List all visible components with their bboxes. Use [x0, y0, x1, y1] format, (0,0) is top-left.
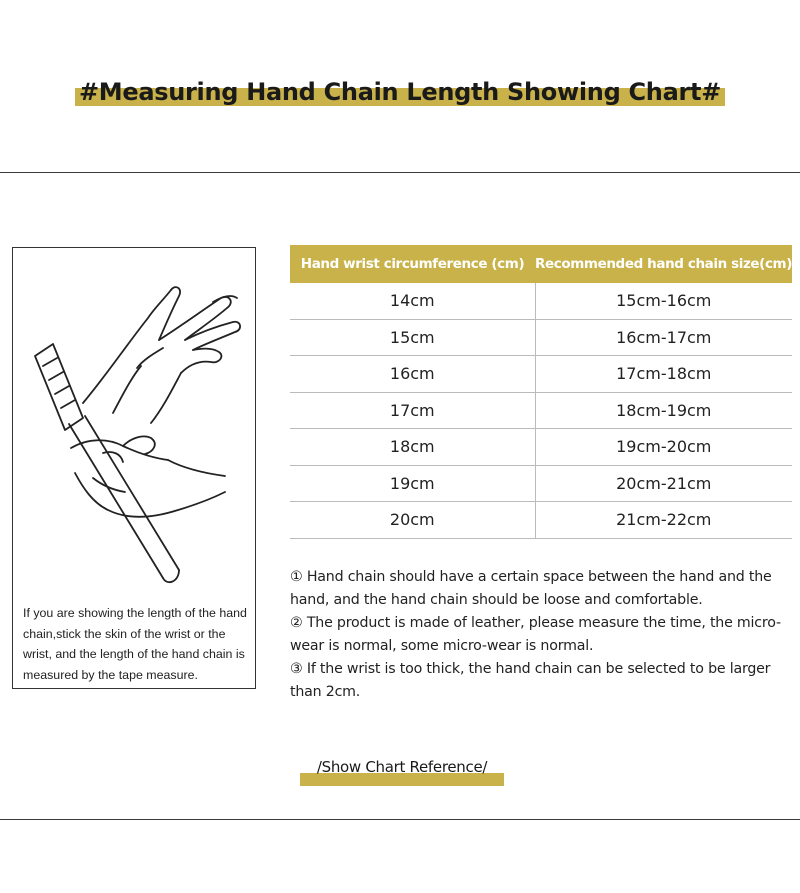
note-item-1: ① Hand chain should have a certain space between the hand and the hand, and the hand chain should be loose and comfortable. [290, 569, 772, 608]
bottom-divider [0, 819, 800, 820]
wrist-cell: 15cm [290, 319, 535, 356]
size-cell: 16cm-17cm [535, 319, 792, 356]
wrist-cell: 20cm [290, 502, 535, 539]
header-wrist-circumference: Hand wrist circumference (cm) [290, 245, 535, 283]
page-title: #Measuring Hand Chain Length Showing Chart# [75, 78, 725, 106]
reference-container [300, 757, 504, 776]
size-cell: 17cm-18cm [535, 356, 792, 393]
notes-section [290, 566, 790, 704]
table-header-row [290, 245, 792, 283]
table-row [290, 319, 792, 356]
table-row [290, 429, 792, 466]
size-cell: 15cm-16cm [535, 283, 792, 319]
note-item-2: ② The product is made of leather, please measure the time, the micro-wear is normal, some micro-wear is normal. [290, 615, 781, 654]
table-row [290, 356, 792, 393]
table-row [290, 283, 792, 319]
table-row [290, 392, 792, 429]
illustration-box [12, 247, 256, 689]
top-divider [0, 172, 800, 173]
size-table [290, 245, 792, 539]
size-cell: 19cm-20cm [535, 429, 792, 466]
wrist-cell: 14cm [290, 283, 535, 319]
hand-measuring-illustration [13, 248, 257, 598]
show-chart-reference-label: /Show Chart Reference/ [316, 758, 488, 776]
table-row [290, 465, 792, 502]
wrist-cell: 17cm [290, 392, 535, 429]
wrist-cell: 19cm [290, 465, 535, 502]
size-cell: 21cm-22cm [535, 502, 792, 539]
wrist-cell: 16cm [290, 356, 535, 393]
note-item-3: ③ If the wrist is too thick, the hand chain can be selected to be larger than 2cm. [290, 661, 771, 700]
illustration-caption: If you are showing the length of the hand chain,stick the skin of the wrist or the wrist, and the length of the hand chain is measured by the tape measure. [23, 606, 247, 682]
table-row [290, 502, 792, 539]
header-recommended-size: Recommended hand chain size(cm) [535, 245, 792, 283]
wrist-cell: 18cm [290, 429, 535, 466]
size-cell: 20cm-21cm [535, 465, 792, 502]
size-cell: 18cm-19cm [535, 392, 792, 429]
title-container [0, 78, 800, 106]
